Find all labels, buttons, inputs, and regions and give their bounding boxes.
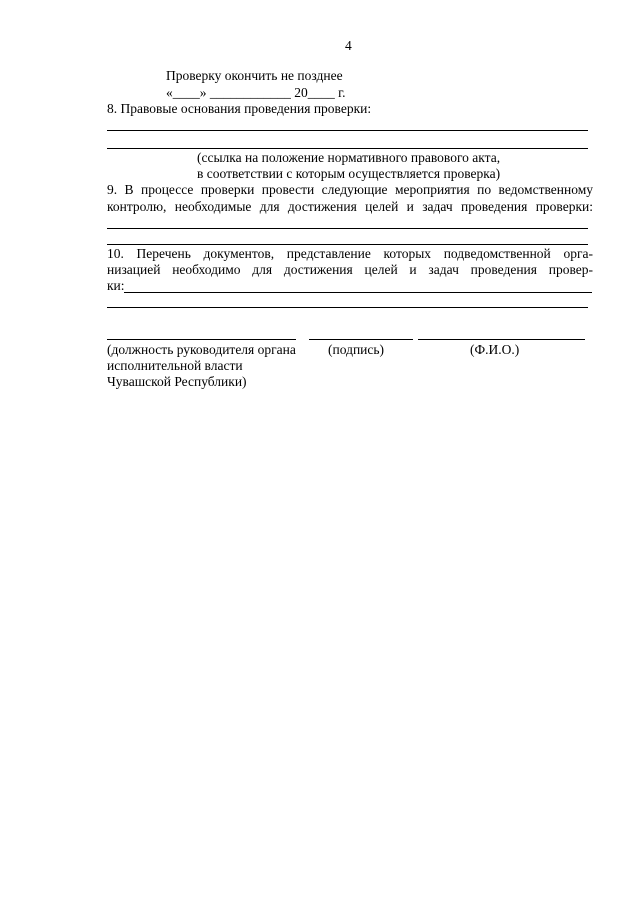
item8-blank-line-1 bbox=[107, 130, 588, 131]
deadline-label: Проверку окончить не позднее bbox=[166, 68, 343, 83]
signature-position-label-1: (должность руководителя органа bbox=[107, 342, 296, 357]
page-number: 4 bbox=[345, 38, 352, 53]
item8-note-line1: (ссылка на положение нормативного правового акта, bbox=[197, 150, 501, 165]
signature-sign-line bbox=[309, 339, 413, 340]
item8-heading: 8. Правовые основания проведения проверки: bbox=[107, 101, 372, 116]
signature-position-label-3: Чувашской Республики) bbox=[107, 374, 247, 389]
item9-line2: контролю, необходимые для достижения целей и задач проведения проверки: bbox=[107, 199, 593, 214]
item10-line3: ки: bbox=[107, 278, 125, 293]
signature-position-line bbox=[107, 339, 296, 340]
item9-blank-line-1 bbox=[107, 228, 588, 229]
item9-blank-line-2 bbox=[107, 244, 588, 245]
item8-blank-line-2 bbox=[107, 148, 588, 149]
item9-line1: 9. В процессе проверки провести следующие мероприятия по ведомственному bbox=[107, 182, 593, 197]
signature-name-line bbox=[418, 339, 585, 340]
signature-name-label: (Ф.И.О.) bbox=[470, 342, 520, 357]
deadline-date-line: «____» ____________ 20____ г. bbox=[166, 85, 346, 100]
item10-blank-line bbox=[107, 307, 588, 308]
signature-sign-label: (подпись) bbox=[328, 342, 385, 357]
item10-line1: 10. Перечень документов, представление которых подведомственной орга- bbox=[107, 246, 593, 261]
item8-note-line2: в соответствии с которым осуществляется проверка) bbox=[197, 166, 501, 181]
item10-answer-line bbox=[124, 292, 592, 293]
item10-line2: низацией необходимо для достижения целей и задач проведения провер- bbox=[107, 262, 593, 277]
signature-position-label-2: исполнительной власти bbox=[107, 358, 243, 373]
